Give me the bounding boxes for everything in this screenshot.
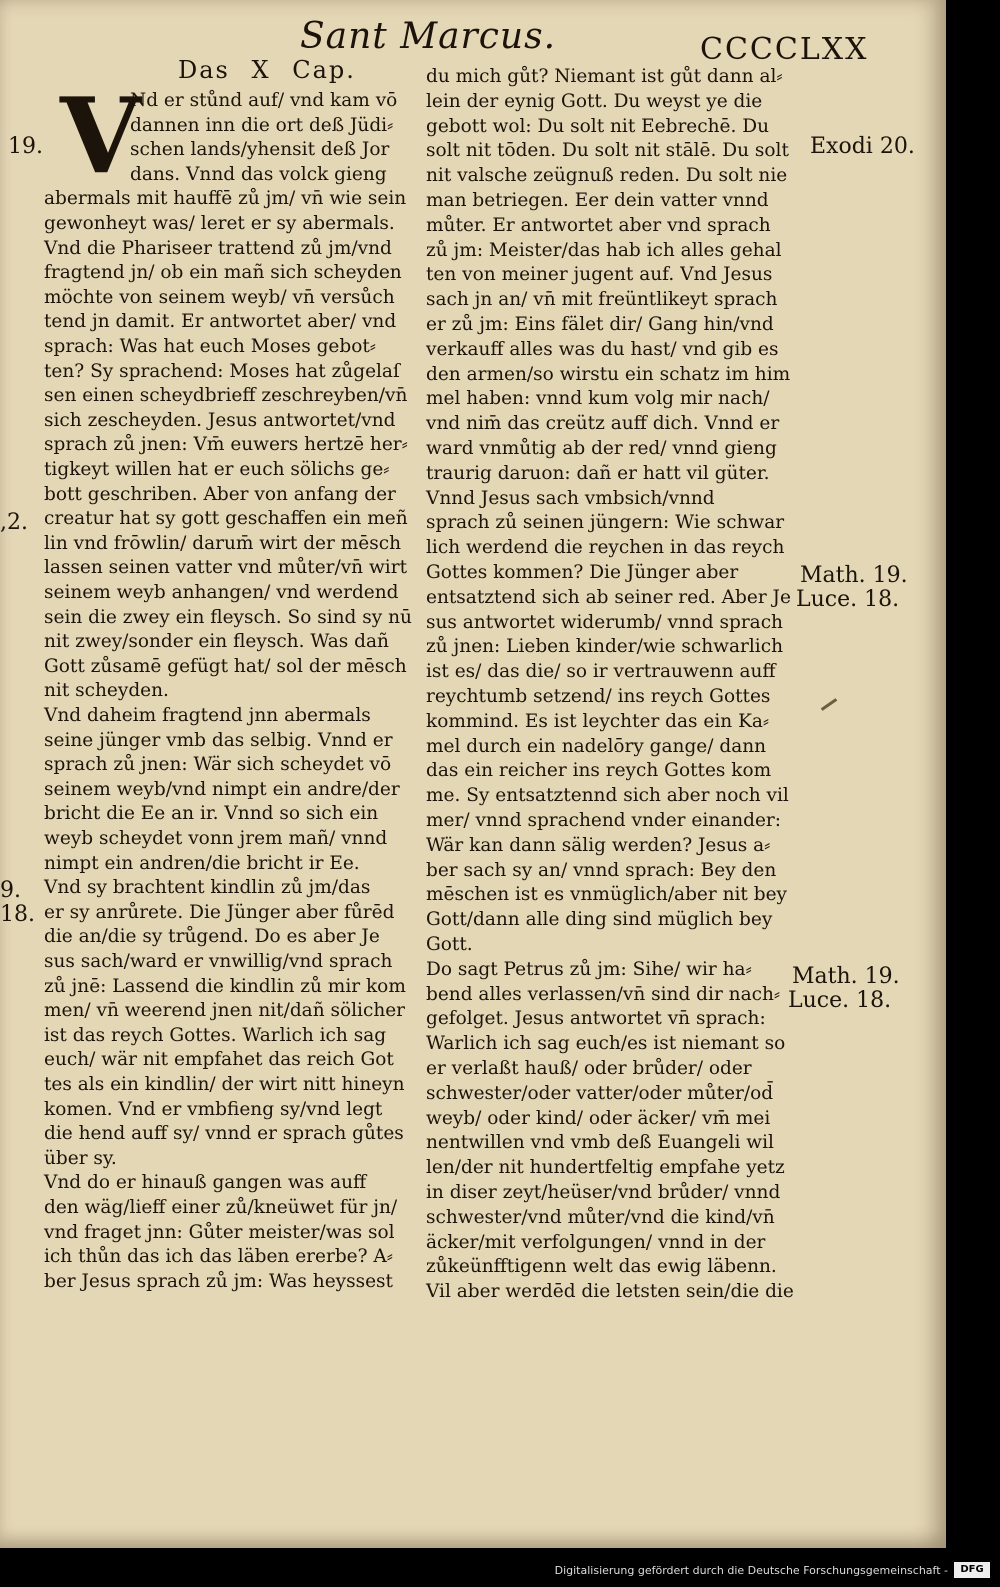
left-text-line: sprach zů jnen: Wär sich scheydet vō (44, 754, 392, 776)
right-text-line: weyb/ oder kind/ oder äcker/ vm̄ mei (426, 1107, 771, 1129)
folio-number: CCCCLXX (700, 32, 869, 67)
left-text-line: ich thůn das ich das läben ererbe? A⸗ (44, 1246, 393, 1268)
margin-ref-math-1: Math. 19. (800, 563, 908, 588)
left-text-line: über sy. (44, 1147, 117, 1169)
left-text-line: euch/ wär nit empfahet das reich Got (44, 1049, 394, 1071)
ink-mark (821, 698, 837, 711)
margin-ref-19: 19. (8, 134, 43, 159)
right-text-line: schwester/vnd můter/vnd die kind/vn̄ (426, 1206, 775, 1228)
right-text-line: in diser zeyt/heüser/vnd brůder/ vnnd (426, 1182, 781, 1203)
left-text-line: tend jn damit. Er antwortet aber/ vnd (44, 311, 397, 333)
right-text-line: mer/ vnnd sprachend vnder einander: (426, 810, 781, 831)
left-text-line: schen lands/yhensit deß Jor (130, 139, 390, 161)
right-text-line: traurig daruon: dañ er hatt vil güter. (426, 462, 770, 484)
left-text-line: Vnd do er hinauß gangen was auff (44, 1172, 367, 1194)
right-text-line: er verlaßt hauß/ oder brůder/ oder (426, 1058, 752, 1079)
page-header (0, 6, 946, 66)
left-text-line: tes als ein kindlin/ der wirt nitt hineyn (44, 1074, 405, 1095)
right-text-line: bend alles verlassen/vn̄ sind dir nach⸗ (426, 983, 781, 1005)
right-text-line: das ein reicher ins reych Gottes kom (426, 760, 772, 782)
left-text-line: abermals mit hauffē zů jm/ vn̄ wie sein (44, 188, 407, 210)
left-text-line: sen einen scheydbrieff zeschreyben/vn̄ (44, 385, 408, 407)
right-text-line: Warlich ich sag euch/es ist niemant so (426, 1033, 786, 1055)
left-text-line: weyb scheydet vonn jrem mañ/ vnnd (44, 828, 388, 849)
left-text-line: ten? Sy sprachend: Moses hat zůgelaſ (44, 360, 400, 382)
right-text-line: Gottes kommen? Die Jünger aber (426, 562, 739, 583)
left-text-line: bricht die Ee an ir. Vnnd so sich ein (44, 803, 379, 825)
left-text-line: seinem weyb anhangen/ vnd werdend (44, 582, 399, 603)
left-text-line: Vnd daheim fragtend jnn abermals (44, 705, 371, 726)
left-text-line: sprach: Was hat euch Moses gebot⸗ (44, 336, 376, 357)
right-text-line: lich werdend die reychen in das reych (426, 537, 785, 559)
left-text-line: ist das reych Gottes. Warlich ich sag (44, 1024, 387, 1046)
left-text-line: nimpt ein andren/die bricht ir Ee. (44, 852, 360, 874)
left-text-line: Vnd die Phariseer trattend zů jm/vnd (44, 237, 392, 259)
margin-ref-9: 9. (0, 878, 21, 903)
right-text-line: kommind. Es ist leychter das ein Ka⸗ (426, 710, 770, 732)
left-text-line: sprach zů jnen: Vm̄ euwers hertzē her⸗ (44, 434, 408, 456)
right-text-line: gefolget. Jesus antwortet vn̄ sprach: (426, 1008, 766, 1030)
left-text-line: men/ vn̄ weerend jnen nit/dañ sölicher (44, 1000, 406, 1022)
right-text-line: den armen/so wirstu ein schatz im him (426, 363, 791, 385)
left-text-line: tigkeyt willen hat er euch sölichs ge⸗ (44, 459, 390, 480)
right-text-line: ward vnmůtig ab der red/ vnnd gieng (426, 438, 777, 459)
right-text-line: entsatztend sich ab seiner red. Aber Je (426, 586, 791, 608)
left-text-line: seinem weyb/vnd nimpt ein andre/der (44, 778, 400, 800)
right-text-line: vnd nim̄ das creütz auff dich. Vnnd er (426, 413, 780, 435)
left-text-line: creatur hat sy gott geschaffen ein meñ (44, 508, 408, 530)
right-text-line: mel haben: vnnd kum volg mir nach/ (426, 388, 770, 410)
right-text-line: nentwillen vnd vmb deß Euangeli wil (426, 1132, 774, 1154)
right-text-line: Vil aber werdēd die letsten sein/die die (426, 1281, 794, 1303)
left-text-line: sus sach/ward er vnwillig/vnd sprach (44, 951, 393, 972)
margin-ref-12: ,2. (0, 510, 28, 535)
left-text-line: gewonheyt was/ leret er sy abermals. (44, 213, 395, 234)
right-text-line: schwester/oder vatter/oder můter/od̄ (426, 1082, 774, 1104)
margin-ref-luce-2: Luce. 18. (788, 988, 892, 1013)
right-text-line: nit valsche zeügnuß reden. Du solt nie (426, 165, 788, 187)
right-text-line: sprach zů seinen jüngern: Wie schwar (426, 512, 785, 534)
left-text-line: Vnd sy brachtent kindlin zů jm/das (44, 877, 371, 899)
drop-cap: V (60, 74, 141, 197)
right-text-line: lein der eynig Gott. Du weyst ye die (426, 90, 763, 112)
right-text-line: me. Sy entsatztennd sich aber noch vil (426, 785, 789, 807)
left-text-line: nit zwey/sonder ein fleysch. Was dañ (44, 631, 389, 653)
left-text-line: er sy anrůrete. Die Jünger aber fůrēd (44, 901, 395, 923)
margin-ref-exodi: Exodi 20. (810, 134, 915, 159)
right-text-line: Vnnd Jesus sach vmbsich/vnnd (426, 487, 715, 509)
left-text-line: lin vnd frōwlin/ darum̄ wirt der mēsch (44, 532, 401, 554)
right-text-line: zů jm: Meister/das hab ich alles gehal (426, 239, 782, 261)
funding-credit: Digitalisierung gefördert durch die Deutsche Forschungsgemeinschaft - (554, 1564, 948, 1577)
left-text-line: zů jnē: Lassend die kindlin zů mir kom (44, 975, 406, 997)
left-text-line: die an/die sy trůgend. Do es aber Je (44, 926, 380, 948)
right-text-line: man betriegen. Eer dein vatter vnnd (426, 190, 769, 211)
right-text-line: gebott wol: Du solt nit Eebrechē. Du (426, 115, 769, 137)
left-text-line: die hend auff sy/ vnnd er sprach gůtes (44, 1123, 404, 1145)
right-text-line: äcker/mit verfolgungen/ vnnd in der (426, 1231, 766, 1253)
right-text-line: sach jn an/ vn̄ mit freüntlikeyt sprach (426, 289, 778, 311)
right-text-line: Gott. (426, 934, 473, 955)
left-text-line: dannen inn die ort deß Jüdi⸗ (130, 114, 394, 136)
left-text-line: lassen seinen vatter vnd můter/vn̄ wirt (44, 557, 407, 579)
right-text-line: Wär kan dann sälig werden? Jesus a⸗ (426, 834, 771, 856)
digitization-footer (0, 1548, 1000, 1587)
left-text-line: vnd fraget jnn: Gůter meister/was sol (44, 1221, 395, 1243)
right-text-line: ber sach sy an/ vnnd sprach: Bey den (426, 859, 777, 881)
right-text-line: len/der nit hundertfeltig empfahe yetz (426, 1157, 785, 1179)
right-text-line: Do sagt Petrus zů jm: Sihe/ wir ha⸗ (426, 958, 752, 980)
right-text-line: mēschen ist es vnmüglich/aber nit bey (426, 884, 787, 906)
left-text-line: sich zescheyden. Jesus antwortet/vnd (44, 409, 396, 431)
left-text-line: bott geschriben. Aber von anfang der (44, 483, 396, 505)
right-text-line: ten von meiner jugent auf. Vnd Jesus (426, 264, 773, 286)
left-text-line: den wäg/lieff einer zů/kneüwet für jn/ (44, 1197, 398, 1218)
right-text-line: zů jnen: Lieben kinder/wie schwarlich (426, 636, 783, 658)
left-text-line: Nd er stůnd auf/ vnd kam vō (130, 90, 398, 111)
left-text-line: fragtend jn/ ob ein mañ sich scheyden (44, 262, 402, 284)
dfg-logo: DFG (954, 1562, 990, 1578)
left-text-line: seine jünger vmb das selbig. Vnnd er (44, 729, 393, 751)
right-text-line: du mich gůt? Niemant ist gůt dann al⸗ (426, 66, 783, 87)
running-head: Sant Marcus. (300, 16, 557, 57)
margin-ref-18: 18. (0, 902, 35, 927)
right-text-line: Gott/dann alle ding sind müglich bey (426, 909, 773, 931)
right-text-line: mel durch ein nadelōry gange/ dann (426, 735, 767, 757)
left-text-line: dans. Vnnd das volck gieng (130, 163, 387, 185)
left-text-line: ber Jesus sprach zů jm: Was heyssest (44, 1270, 393, 1292)
right-text-line: můter. Er antwortet aber vnd sprach (426, 214, 771, 236)
right-text-line: sus antwortet widerumb/ vnnd sprach (426, 611, 783, 633)
right-text-line: verkauff alles was du hast/ vnd gib es (426, 338, 779, 360)
left-text-line: möchte von seinem weyb/ vn̄ versůch (44, 286, 395, 308)
left-text-line: komen. Vnd er vmbfieng sy/vnd legt (44, 1098, 383, 1120)
right-text-line: zůkeünfftigenn welt das ewig läbenn. (426, 1256, 777, 1278)
right-text-line: solt nit tōden. Du solt nit stālē. Du solt (426, 140, 789, 162)
right-text-line: ist es/ das die/ so ir vertrauwenn auff (426, 661, 776, 683)
right-text-line: reychtumb setzend/ ins reych Gottes (426, 686, 771, 707)
margin-ref-math-2: Math. 19. (792, 964, 900, 989)
chapter-heading: Das X Cap. (178, 56, 356, 84)
right-text-line: er zů jm: Eins fälet dir/ Gang hin/vnd (426, 314, 774, 335)
left-text-line: sein die zwey ein fleysch. So sind sy nū (44, 606, 412, 628)
left-text-line: nit scheyden. (44, 680, 169, 702)
left-text-line: Gott zůsamē gefügt hat/ sol der mēsch (44, 655, 407, 677)
margin-ref-luce-1: Luce. 18. (796, 587, 900, 612)
